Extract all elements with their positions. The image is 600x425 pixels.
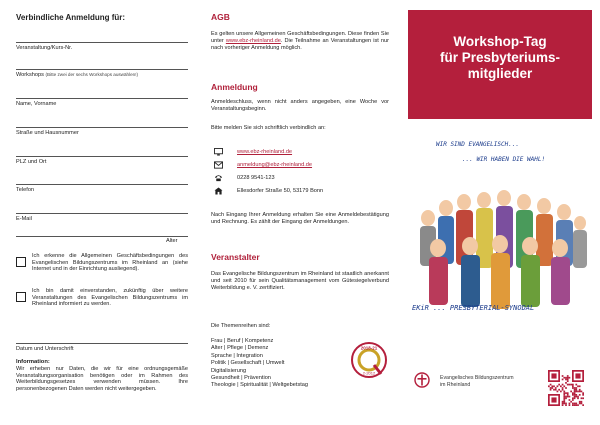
theme-item: Politik | Gesellschaft | Umwelt xyxy=(211,360,285,367)
org-line: Evangelisches Bildungszentrum xyxy=(440,375,514,381)
ebz-org-name xyxy=(440,375,514,388)
field-line xyxy=(16,69,188,70)
field-label: Name, Vorname xyxy=(16,101,57,107)
signature-line[interactable] xyxy=(16,343,188,344)
field-label: Veranstaltung/Kurs-Nr. xyxy=(16,45,73,51)
field-line xyxy=(16,156,188,157)
field-plz-ort[interactable] xyxy=(16,156,188,165)
field-label: Straße und Hausnummer xyxy=(16,130,79,136)
field-label: PLZ und Ort xyxy=(16,159,47,165)
newsletter-consent-text: Ich bin damit einverstanden, zukünftig über weitere Veranstaltungen des Evangelischen Bildungszentrums im Rheinland informiert zu werden. xyxy=(32,288,188,308)
seal-bottom-text: 2-2012 xyxy=(362,370,376,376)
ebz-cross-logo-icon xyxy=(414,372,430,388)
agb-heading: AGB xyxy=(211,12,230,22)
field-line xyxy=(16,184,188,185)
field-line xyxy=(16,98,188,99)
field-name[interactable] xyxy=(16,98,188,107)
theme-item: Sprache | Integration xyxy=(211,352,263,359)
info-text: Wir erheben nur Daten, die wir für eine ordnungsgemäße Veranstaltungsorganisation benötigen oder im Rahmen des Weiterbildungsgesetzes verwenden müssen. Ihre personenbezogenen Daten werden nicht weitergegeben. xyxy=(16,366,188,392)
contact-phone xyxy=(211,174,389,183)
agb-consent-row xyxy=(16,253,188,283)
veranstalter-text: Das Evangelische Bildungszentrum im Rheinland ist staatlich anerkannt und seit 2010 für sein Qualitätsmanagement vom Gütesiegelverbund Weiterbildung e. V. zertifiziert. xyxy=(211,271,389,291)
info-title: Information: xyxy=(16,359,50,365)
phone-icon xyxy=(214,174,223,182)
field-line xyxy=(16,127,188,128)
field-label: Telefon xyxy=(16,187,35,193)
themes-intro: Die Themenreihen sind: xyxy=(211,323,271,329)
seal-top-text: 2018-21 xyxy=(360,345,378,351)
newsletter-checkbox[interactable] xyxy=(16,292,26,302)
registration-form-panel xyxy=(0,0,200,425)
info-panel xyxy=(200,0,400,425)
cover-title-line: Workshop-Tag xyxy=(453,34,547,49)
theme-item: Gesundheit | Prävention xyxy=(211,375,271,382)
field-veranstaltung[interactable] xyxy=(16,42,188,51)
theme-item: Alter | Pflege | Demenz xyxy=(211,345,269,352)
anmeldung-confirmation-text: Nach Eingang Ihrer Anmeldung erhalten Sie eine Anmeldebestätigung und Rechnung. Es zählt der Eingang der Anmeldungen. xyxy=(211,212,389,225)
field-line xyxy=(16,42,188,43)
anmeldung-text: Anmeldeschluss, wenn nicht anders angegeben, eine Woche vor Veranstaltungsbeginn. xyxy=(211,99,389,112)
alter-label: Alter xyxy=(166,238,178,244)
contact-email-link[interactable]: anmeldung@ebz-rheinland.de xyxy=(237,162,313,168)
agb-checkbox[interactable] xyxy=(16,257,26,267)
field-street[interactable] xyxy=(16,127,188,136)
contact-phone-value: 0228 9541-123 xyxy=(237,175,275,181)
speech-bubble-1: WIR SIND EVANGELISCH... xyxy=(436,141,520,148)
field-workshops[interactable] xyxy=(16,69,188,78)
agb-consent-text: Ich erkenne die Allgemeinen Geschäftsbedingungen des Evangelischen Bildungszentrums im Rheinland an (siehe Internet und in der Einrichtung ausliegend). xyxy=(32,253,188,273)
theme-item: Frau | Beruf | Kompetenz xyxy=(211,338,274,344)
veranstalter-heading: Veranstalter xyxy=(211,252,260,262)
contact-web-link[interactable]: www.ebz-rheinland.de xyxy=(237,149,293,155)
cover-title-line: für Presbyteriums- xyxy=(439,50,561,65)
cartoon-caption: EKiR ... PRESBYTERIAL-SYNODAL xyxy=(412,304,535,312)
field-telefon[interactable] xyxy=(16,184,188,193)
cover-title-box xyxy=(408,10,592,119)
cover-panel xyxy=(400,0,600,425)
qr-code-icon[interactable] xyxy=(548,370,584,406)
envelope-icon xyxy=(214,161,223,169)
agb-link[interactable]: www.ebz-rheinland.de xyxy=(225,38,281,44)
form-title: Verbindliche Anmeldung für: xyxy=(16,13,126,22)
field-hint: (Bitte zwei der sechs Workshops auswählen!) xyxy=(45,72,139,77)
signature-label: Datum und Unterschrift xyxy=(16,346,74,352)
cover-title-line: mitglieder xyxy=(467,66,533,81)
org-line: im Rheinland xyxy=(440,381,471,388)
contact-email xyxy=(211,161,389,170)
monitor-icon xyxy=(214,148,223,156)
cartoon-people xyxy=(420,190,587,309)
field-line xyxy=(16,213,188,214)
newsletter-consent-row xyxy=(16,288,188,318)
agb-text: Es gelten unsere Allgemeinen Geschäftsbedingungen. Diese finden Sie unter www.ebz-rheinland.de. Die Teilnahme an Veranstaltungen ist nur nach vorheriger Anmeldung möglich. xyxy=(211,31,389,51)
house-icon xyxy=(214,187,223,195)
field-label: Workshops (Bitte zwei der sechs Workshops auswählen!) xyxy=(16,72,139,78)
quality-seal-icon xyxy=(350,341,388,379)
field-email[interactable] xyxy=(16,213,188,222)
field-line xyxy=(16,236,188,237)
contact-address-value: Ellesdorfer Straße 50, 53179 Bonn xyxy=(237,188,324,194)
contact-web xyxy=(211,148,389,157)
anmeldung-heading: Anmeldung xyxy=(211,82,258,92)
anmeldung-text-2: Bitte melden Sie sich schriftlich verbindlich an: xyxy=(211,125,326,131)
field-label: E-Mail xyxy=(16,216,32,222)
speech-bubble-2: ... WIR HABEN DIE WAHL! xyxy=(462,156,546,163)
themes-list xyxy=(211,338,351,390)
theme-item: Theologie | Spiritualität | Weltgebetstag xyxy=(211,382,309,389)
field-alter-line[interactable] xyxy=(16,236,188,237)
theme-item: Digitalisierung xyxy=(211,367,247,374)
contact-address xyxy=(211,187,389,196)
